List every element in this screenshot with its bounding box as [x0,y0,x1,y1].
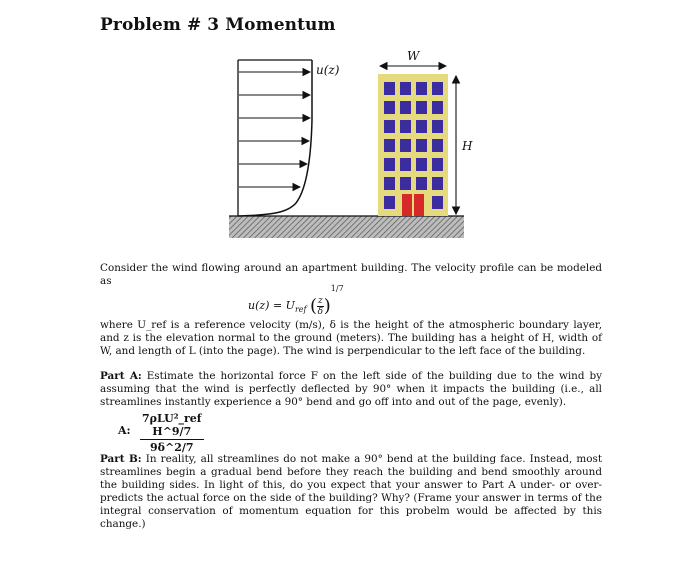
building-window [432,158,443,171]
part-b-label: Part B: [100,453,142,465]
velocity-profile-curve [238,60,312,216]
profile-arrows [239,72,310,187]
building-window [400,139,411,152]
answer-numerator: 7ρLU²_ref H^9/7 [142,412,202,438]
building-window [400,120,411,133]
building-window [384,101,395,114]
ground-hatch [229,216,464,238]
building-window [416,139,427,152]
answer-denominator: 9δ^2/7 [150,441,194,454]
height-label: H [462,139,473,153]
building-window [432,177,443,190]
building-window [432,139,443,152]
building-window [384,82,395,95]
where-text: where U_ref is a reference velocity (m/s), δ is the height of the atmospheric boundary layer, and z is the elevation normal to the ground (meters). The building has a height of H, width of W, and length of L (into the page). The wind is perpendicular to the left face of the building. [100,319,602,357]
building-window [384,120,395,133]
answer-fraction [140,412,204,454]
part-a-text: Estimate the horizontal force F on the left side of the building due to the wind by assuming that the wind is perfectly deflected by 90° when it impacts the building (i.e., all streamlines instantly experience a 90° bend and go off into and out of the page, evenly). [100,370,602,408]
building-window [384,196,395,209]
building-window [432,120,443,133]
part-a-label: Part A: [100,370,142,382]
building-window [432,196,443,209]
part-b [100,453,602,531]
wind-building-figure [0,0,700,260]
building-window [432,101,443,114]
equation-lhs: u(z) = U [248,299,295,312]
velocity-equation: $u(z) = U_{ref}$ ( $\frac{z}{\delta}$ )$^{1/7}$ [248,284,344,317]
building-window [384,177,395,190]
building-window [416,101,427,114]
equation-frac-den: δ [317,306,324,317]
width-label: W [407,49,420,63]
page-title: Problem # 3 Momentum [100,15,336,35]
equation-exponent: 1/7 [330,284,344,293]
answer-label: A: [118,424,131,437]
intro-text: Consider the wind flowing around an apartment building. The velocity profile can be modeled as [100,262,602,287]
building-window [416,82,427,95]
profile-label: u(z) [316,63,340,77]
building-window [416,158,427,171]
building-window [400,82,411,95]
building-window [400,158,411,171]
building-window [416,177,427,190]
building-window [384,139,395,152]
building-window [416,120,427,133]
building-window [400,101,411,114]
building-window [384,158,395,171]
equation-frac-num: z [318,295,323,306]
equation-ref-sub: ref [294,305,307,315]
building-window [432,82,443,95]
part-a [100,370,602,409]
part-b-text: In reality, all streamlines do not make a 90° bend at the building face. Instead, most streamlines begin a gradual bend before they reach the building and bend smoothly around the building sides. In light of this, do you expect that your answer to Part A under- or over-predicts the actual force on the side of the building? Why? (Frame your answer in terms of the integral conservation of momentum equation for this probelm would be affected by this change.) [100,453,602,530]
building-window [400,177,411,190]
